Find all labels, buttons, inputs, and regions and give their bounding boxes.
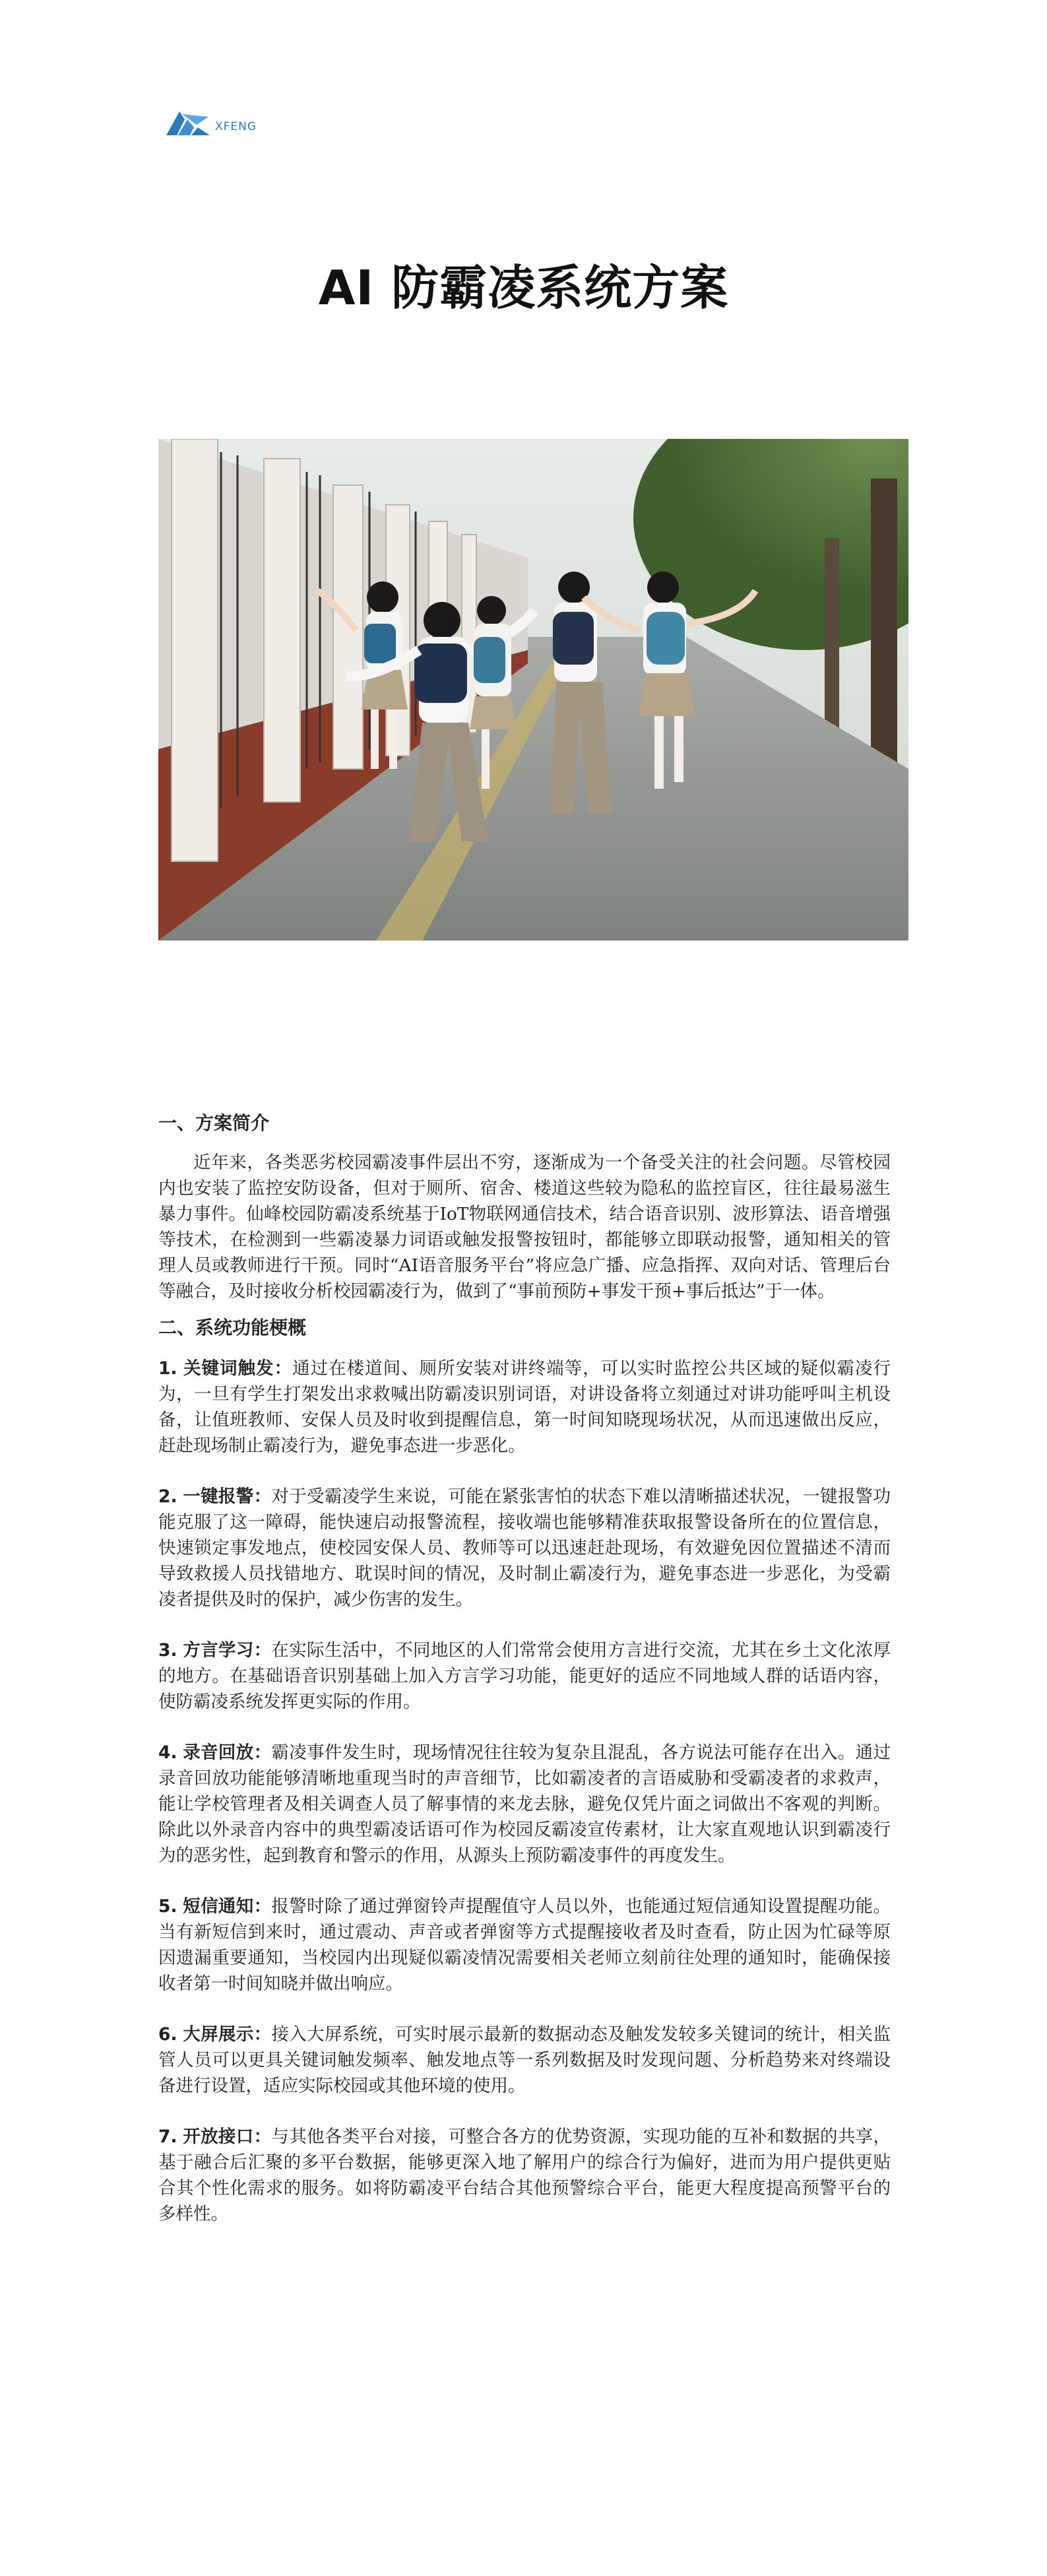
feature-number: 5. [158, 1896, 177, 1917]
section-heading-intro: 一、方案简介 [158, 1112, 270, 1134]
intro-paragraph: 近年来，各类恶劣校园霸凌事件层出不穷，逐渐成为一个备受关注的社会问题。尽管校园内也安装了监控安防设备，但对于厕所、宿舍、楼道这些较为隐私的监控盲区，往往最易滋生暴力事件。仙峰校园防霸凌系统基于IoT物联网通信技术，结合语音识别、波形算法、语音增强等技术，在检测到一些霸凌暴力词语或触发报警按钮时，都能够立即联动报警，通知相关的管理人员或教师进行干预。同时“AI语音服务平台”将应急广播、应急指挥、双向对话、管理后台等融合，及时接收分析校园霸凌行为，做到了“事前预防+事发干预+事后抵达”于一体。 [158, 1152, 891, 1302]
feature-text: 通过在楼道间、厕所安装对讲终端等，可以实时监控公共区域的疑似霸凌行为，一旦有学生打架发出求救喊出防霸凌识别词语，对讲设备将立刻通过对讲功能呼叫主机设备，让值班教师、安保人员及时收到提醒信息，第一时间知晓现场状况，从而迅速做出反应，赶赴现场制止霸凌行为，避免事态进一步恶化。 [158, 1358, 891, 1456]
logo-mark-icon [165, 108, 211, 137]
feature-item [158, 2124, 891, 2227]
feature-title: 短信通知： [183, 1896, 272, 1917]
feature-number: 1. [158, 1358, 177, 1379]
feature-text: 霸凌事件发生时，现场情况往往较为复杂且混乱，各方说法可能存在出入。通过录音回放功能能够清晰地重现当时的声音细节，比如霸凌者的言语威胁和受霸凌者的求救声，能让学校管理者及相关调查人员了解事情的来龙去脉，避免仅凭片面之词做出不客观的判断。除此以外录音内容中的典型霸凌话语可作为校园反霸凌宣传素材，让大家直观地认识到霸凌行为的恶劣性，起到教育和警示的作用，从源头上预防霸凌事件的再度发生。 [158, 1742, 891, 1866]
feature-number: 3. [158, 1640, 177, 1661]
document-title: AI 防霸凌系统方案 [318, 260, 729, 315]
feature-number: 4. [158, 1742, 177, 1763]
feature-text: 对于受霸凌学生来说，可能在紧张害怕的状态下难以清晰描述状况，一键报警功能克服了这一障碍，能快速启动报警流程，接收端也能够精准获取报警设备所在的位置信息，快速锁定事发地点，使校园安保人员、教师等可以迅速赶赴现场，有效避免因位置描述不清而导致救援人员找错地方、耽误时间的情况，及时制止霸凌行为，避免事态进一步恶化，为受霸凌者提供及时的保护，减少伤害的发生。 [158, 1486, 891, 1610]
company-logo [165, 106, 257, 139]
feature-title: 一键报警： [183, 1486, 272, 1507]
feature-text: 与其他各类平台对接，可整合各方的优势资源，实现功能的互补和数据的共享，基于融合后汇聚的多平台数据，能够更深入地了解用户的综合行为偏好，进而为用户提供更贴合其个性化需求的服务。如将防霸凌平台结合其他预警综合平台，能更大程度提高预警平台的多样性。 [158, 2127, 891, 2224]
feature-item [158, 1894, 891, 1997]
section-heading-features: 二、系统功能梗概 [158, 1317, 307, 1338]
feature-text: 在实际生活中，不同地区的人们常常会使用方言进行交流，尤其在乡土文化浓厚的地方。在基础语音识别基础上加入方言学习功能，能更好的适应不同地域人群的话语内容，使防霸凌系统发挥更实际的作用。 [158, 1640, 891, 1712]
intro-block [158, 1150, 891, 1304]
document-body [158, 1109, 891, 2227]
feature-number: 2. [158, 1486, 177, 1507]
feature-item [158, 1484, 891, 1612]
feature-number: 7. [158, 2127, 177, 2147]
feature-item [158, 1740, 891, 1868]
feature-title: 开放接口： [183, 2127, 272, 2147]
feature-text: 接入大屏系统，可实时展示最新的数据动态及触发发较多关键词的统计，相关监管人员可以更具关键词触发频率、触发地点等一系列数据及时发现问题、分析趋势来对终端设备进行设置，适应实际校园或其他环境的使用。 [158, 2024, 891, 2096]
feature-item [158, 2022, 891, 2099]
feature-title: 方言学习： [183, 1640, 272, 1661]
students-running-photo [158, 439, 908, 941]
feature-title: 录音回放： [183, 1742, 272, 1763]
feature-item [158, 1356, 891, 1459]
feature-number: 6. [158, 2024, 177, 2045]
logo-text: XFENG [215, 120, 257, 133]
feature-text: 报警时除了通过弹窗铃声提醒值守人员以外，也能通过短信通知设置提醒功能。当有新短信到来时，通过震动、声音或者弹窗等方式提醒接收者及时查看，防止因为忙碌等原因遗漏重要通知，当校园内出现疑似霸凌情况需要相关老师立刻前往处理的通知时，能确保接收者第一时间知晓并做出响应。 [158, 1896, 891, 1994]
feature-title: 关键词触发： [183, 1358, 293, 1379]
feature-item [158, 1637, 891, 1715]
feature-title: 大屏展示： [183, 2024, 272, 2045]
